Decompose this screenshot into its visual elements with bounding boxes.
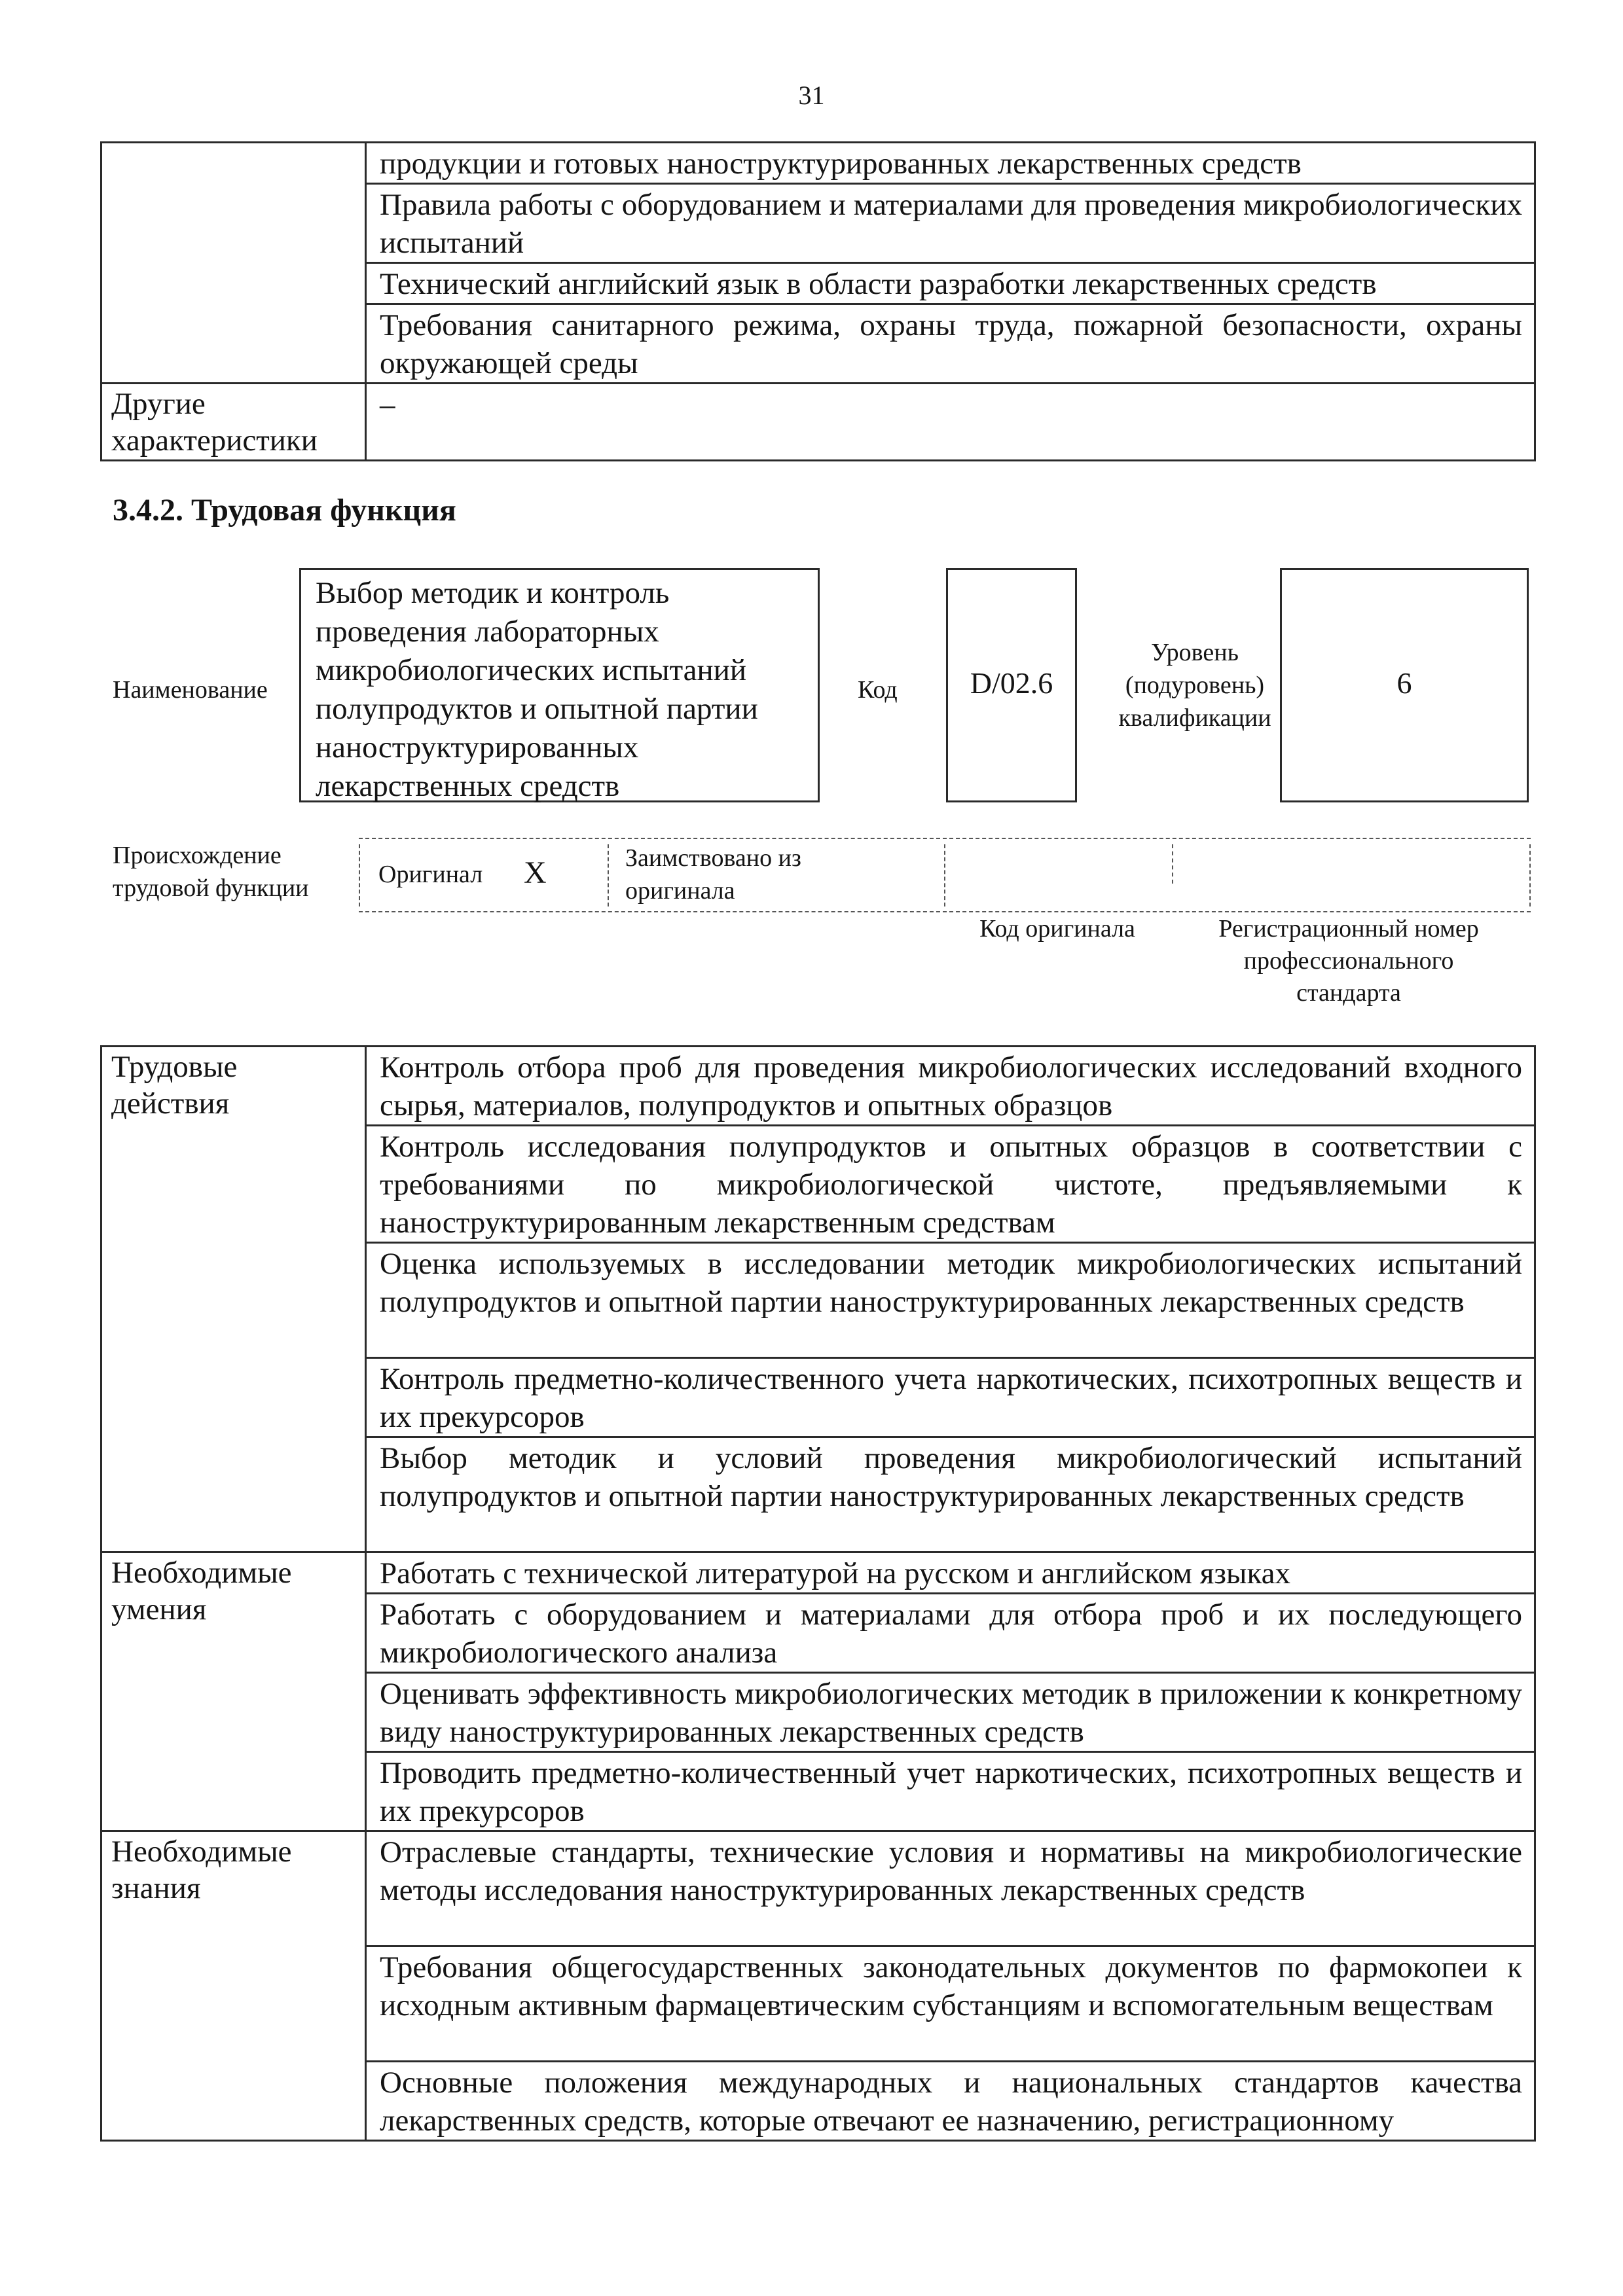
name-label: Наименование: [113, 676, 268, 704]
borrowed-label: Заимствовано из оригинала: [625, 844, 801, 905]
top-row-2: Правила работы с оборудованием и материалами для проведения микробиологических испытаний: [366, 184, 1535, 263]
group-label-knowledge: Необходимые знания: [101, 1831, 366, 2141]
qualification-level-label: Уровень (подуровень) квалификации: [1118, 639, 1271, 732]
other-characteristics-value: –: [366, 384, 1535, 461]
action-item: Контроль отбора проб для проведения микробиологических исследований входного сырья, материалов, полупродуктов и опытных образцов: [366, 1047, 1535, 1126]
origin-bottom-line: [359, 911, 1531, 912]
origin-label: Происхождение трудовой функции: [113, 842, 309, 902]
function-name-value: Выбор методик и контроль проведения лабораторных микробиологических испытаний полупродуктов и опытной партии наноструктурированных лекарственных средств: [316, 576, 758, 803]
action-item: Контроль предметно-количественного учета наркотических, психотропных веществ и их прекурсоров: [366, 1358, 1535, 1437]
page-number: 31: [798, 81, 825, 110]
other-characteristics-label: Другие характеристики: [101, 384, 366, 461]
function-name-box: [299, 568, 820, 802]
group-label-actions: Трудовые действия: [101, 1047, 366, 1552]
action-item: Контроль исследования полупродуктов и опытных образцов в соответствии с требованиями по микробиологической чистоте, предъявляемыми к наноструктурированным лекарственным средствам: [366, 1126, 1535, 1243]
action-item: Оценка используемых в исследовании методик микробиологических испытаний полупродуктов и опытной партии наноструктурированных лекарственных средств: [366, 1243, 1535, 1358]
code-original-caption: Код оригинала: [979, 915, 1135, 942]
reg-number-caption: Регистрационный номер профессионального стандарта: [1218, 915, 1479, 1007]
skill-item: Проводить предметно-количественный учет наркотических, психотропных веществ и их прекурсоров: [366, 1752, 1535, 1831]
skill-item: Работать с технической литературой на русском и английском языках: [366, 1552, 1535, 1594]
section-heading: 3.4.2. Трудовая функция: [113, 493, 456, 528]
knowledge-item: Требования общегосударственных законодательных документов по фармокопеи к исходным активным фармацевтическим субстанциям и вспомогательным веществам: [366, 1946, 1535, 2062]
group-label-skills: Необходимые умения: [101, 1552, 366, 1831]
level-box: [1280, 568, 1529, 802]
action-item: Выбор методик и условий проведения микробиологический испытаний полупродуктов и опытной партии наноструктурированных лекарственных средств: [366, 1437, 1535, 1552]
top-table: [100, 141, 1536, 461]
code-label: Код: [858, 676, 898, 704]
top-row-3: Технический английский язык в области разработки лекарственных средств: [366, 263, 1535, 304]
top-table-empty-label: [101, 143, 366, 384]
code-value: D/02.6: [970, 666, 1053, 700]
main-table: [100, 1045, 1536, 2142]
origin-divider-4: [1172, 844, 1173, 884]
origin-divider-1: [359, 844, 360, 906]
skill-item: Оценивать эффективность микробиологических методик в приложении к конкретному виду наноструктурированных лекарственных средств: [366, 1673, 1535, 1752]
original-label: Оригинал: [378, 861, 483, 888]
level-value: 6: [1396, 666, 1412, 700]
origin-divider-3: [944, 844, 945, 906]
top-row-1: продукции и готовых наноструктурированных лекарственных средств: [366, 143, 1535, 184]
origin-divider-5: [1529, 844, 1531, 906]
skill-item: Работать с оборудованием и материалами для отбора проб и их последующего микробиологического анализа: [366, 1594, 1535, 1673]
origin-top-line: [359, 838, 1531, 839]
knowledge-item: Основные положения международных и национальных стандартов качества лекарственных средств, которые отвечают ее назначению, регистрационному: [366, 2062, 1535, 2141]
original-mark: X: [524, 855, 547, 890]
code-box: [946, 568, 1077, 802]
top-row-4: Требования санитарного режима, охраны труда, пожарной безопасности, охраны окружающей среды: [366, 304, 1535, 384]
knowledge-item: Отраслевые стандарты, технические условия и нормативы на микробиологические методы исследования наноструктурированных лекарственных средств: [366, 1831, 1535, 1946]
origin-divider-2: [608, 844, 609, 906]
